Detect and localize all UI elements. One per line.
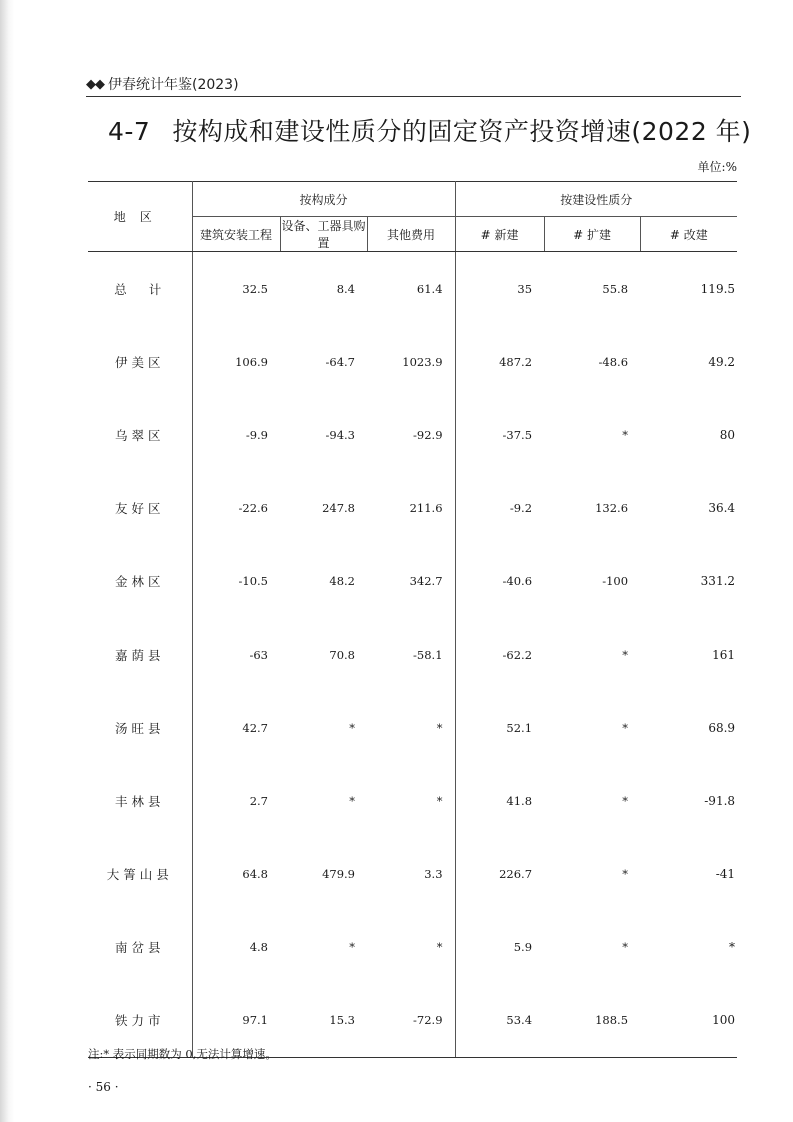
unit-label: 单位:% <box>697 160 737 174</box>
value-cell: * <box>367 691 455 764</box>
investment-growth-table <box>88 181 737 1058</box>
diamond-bullet-icon: ◆◆ <box>86 76 104 92</box>
page-edge-shadow <box>0 0 14 1122</box>
value-cell: 48.2 <box>329 574 355 589</box>
value-cell: 15.3 <box>280 984 367 1058</box>
table-row <box>88 325 737 398</box>
value-cell: -100 <box>602 574 629 589</box>
table-row <box>88 252 737 326</box>
table-title: 按构成和建设性质分的固定资产投资增速(2022 年) <box>172 117 752 146</box>
value-cell: * <box>349 793 355 808</box>
value-cell: 41.8 <box>506 793 533 808</box>
value-cell: -92.9 <box>367 398 455 471</box>
value-cell: 226.7 <box>499 867 533 882</box>
value-cell: -10.5 <box>238 574 268 589</box>
value-cell: 64.8 <box>242 867 268 882</box>
col-header-new-construction: # 新建 <box>455 217 544 252</box>
value-cell: * <box>349 940 355 955</box>
table-row <box>88 398 737 471</box>
col-header-renovation: # 改建 <box>640 217 737 252</box>
value-cell: -41 <box>715 867 736 882</box>
region-cell: 丰林县 <box>88 764 192 837</box>
value-cell: 70.8 <box>329 647 355 662</box>
value-cell: 132.6 <box>595 501 629 516</box>
value-cell: -9.2 <box>509 501 533 516</box>
col-header-construction-installation: 建筑安装工程 <box>192 217 280 252</box>
value-cell: -64.7 <box>325 354 355 369</box>
col-header-expansion: # 扩建 <box>544 217 640 252</box>
yearbook-title: 伊春统计年鉴(2023) <box>108 77 239 93</box>
value-cell: -9.9 <box>245 427 268 442</box>
region-cell: 乌翠区 <box>88 398 192 471</box>
value-cell: 55.8 <box>602 281 629 296</box>
region-cell: 大箐山县 <box>88 838 192 911</box>
value-cell: 188.5 <box>544 984 640 1058</box>
value-cell: 4.8 <box>249 940 268 955</box>
region-cell: 南岔县 <box>88 911 192 984</box>
value-cell: 53.4 <box>455 984 544 1058</box>
region-cell: 金林区 <box>88 545 192 618</box>
group-header-construction-nature: 按建设性质分 <box>455 182 737 217</box>
region-cell: 铁力市 <box>88 984 192 1058</box>
value-cell: -63 <box>249 647 268 662</box>
value-cell: -22.6 <box>238 501 268 516</box>
col-header-equipment-purchase: 设备、工器具购置 <box>280 217 367 252</box>
table-row <box>88 691 737 764</box>
value-cell: * <box>367 911 455 984</box>
value-cell: 342.7 <box>367 545 455 618</box>
value-cell: -72.9 <box>367 984 455 1058</box>
value-cell: 119.5 <box>700 281 736 296</box>
value-cell: 8.4 <box>336 281 355 296</box>
region-cell: 汤旺县 <box>88 691 192 764</box>
page-number: · 56 · <box>88 1080 119 1094</box>
value-cell: 100 <box>640 984 737 1058</box>
value-cell: 2.7 <box>249 793 268 808</box>
value-cell: * <box>622 427 629 442</box>
table-row <box>88 838 737 911</box>
value-cell: * <box>622 720 629 735</box>
region-cell: 友好区 <box>88 472 192 545</box>
value-cell: * <box>622 940 629 955</box>
region-cell: 总计 <box>88 252 192 326</box>
value-cell: 42.7 <box>242 720 268 735</box>
col-header-other-expenses: 其他费用 <box>367 217 455 252</box>
value-cell: * <box>729 940 736 955</box>
value-cell: * <box>367 764 455 837</box>
value-cell: 247.8 <box>322 501 355 516</box>
value-cell: 32.5 <box>242 281 268 296</box>
value-cell: -48.6 <box>598 354 629 369</box>
value-cell: -91.8 <box>704 793 736 808</box>
table-row <box>88 764 737 837</box>
table-row <box>88 911 737 984</box>
page-title <box>108 112 751 148</box>
region-cell: 嘉荫县 <box>88 618 192 691</box>
value-cell: 479.9 <box>322 867 355 882</box>
value-cell: 68.9 <box>708 720 736 735</box>
value-cell: 61.4 <box>367 252 455 326</box>
value-cell: 106.9 <box>235 354 268 369</box>
header-rule <box>86 96 741 97</box>
value-cell: * <box>349 720 355 735</box>
value-cell: 35 <box>517 281 533 296</box>
running-header <box>86 74 239 94</box>
region-cell: 伊美区 <box>88 325 192 398</box>
value-cell: 49.2 <box>708 354 736 369</box>
table-row <box>88 472 737 545</box>
value-cell: -37.5 <box>502 427 533 442</box>
value-cell: 487.2 <box>499 354 533 369</box>
value-cell: 211.6 <box>367 472 455 545</box>
value-cell: 1023.9 <box>367 325 455 398</box>
value-cell: -58.1 <box>367 618 455 691</box>
value-cell: * <box>622 867 629 882</box>
header-group-row <box>88 182 737 217</box>
value-cell: 80 <box>719 427 736 442</box>
value-cell: * <box>622 793 629 808</box>
value-cell: 331.2 <box>700 574 736 589</box>
value-cell: 5.9 <box>513 940 533 955</box>
value-cell: -94.3 <box>325 427 355 442</box>
value-cell: 3.3 <box>367 838 455 911</box>
value-cell: 52.1 <box>506 720 533 735</box>
value-cell: -62.2 <box>502 647 533 662</box>
group-header-composition: 按构成分 <box>192 182 455 217</box>
value-cell: 97.1 <box>192 984 280 1058</box>
value-cell: 161 <box>712 647 736 662</box>
table-row <box>88 545 737 618</box>
region-column-header: 地区 <box>88 182 192 252</box>
table-row <box>88 618 737 691</box>
value-cell: -40.6 <box>502 574 533 589</box>
value-cell: * <box>622 647 629 662</box>
value-cell: 36.4 <box>708 501 736 516</box>
footnote: 注:* 表示同期数为 0,无法计算增速。 <box>88 1047 277 1061</box>
table-number: 4-7 <box>108 117 151 146</box>
